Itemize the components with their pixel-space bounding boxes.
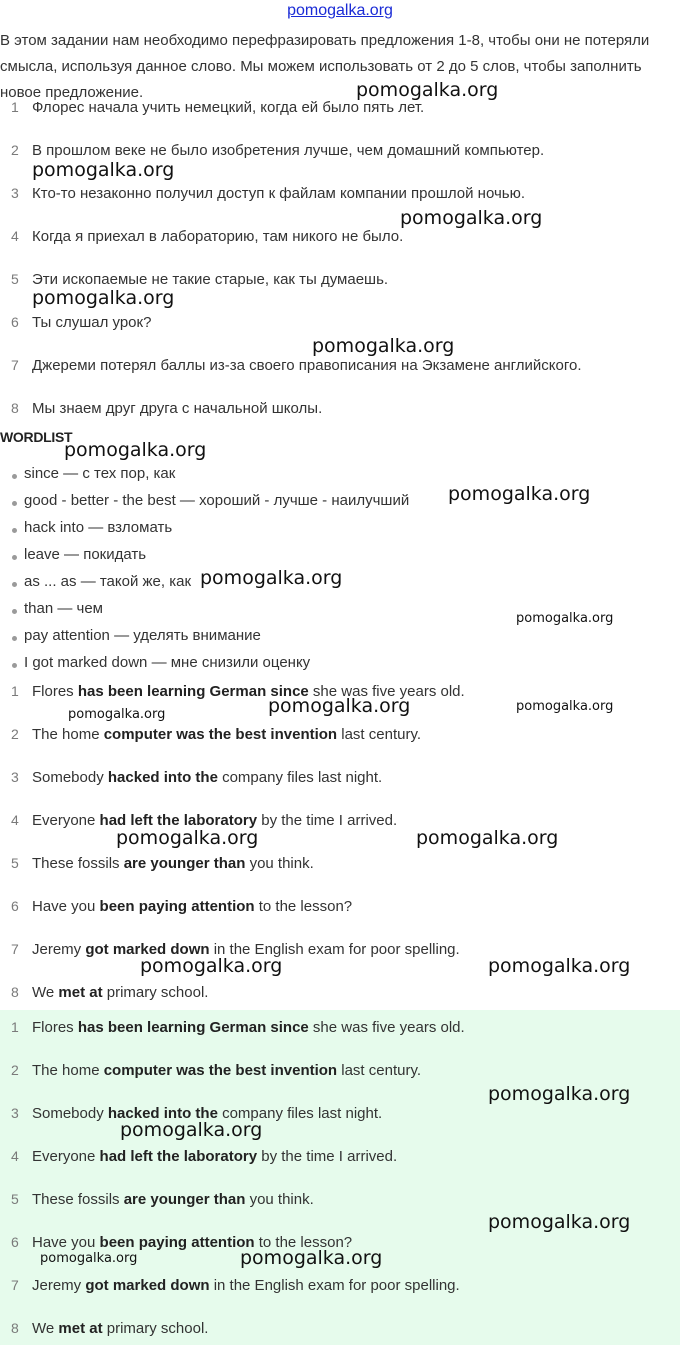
watermark: pomogalka.org — [32, 287, 175, 309]
intro-text: В этом задании нам необходимо перефразировать предложения 1-8, чтобы они не потеряли смысла, используя данное слово. Мы можем использовать от 2 до 5 слов, чтобы заполнить новое предложение. — [0, 32, 650, 101]
answer-text — [32, 984, 208, 1001]
answer-pre: We — [32, 984, 59, 1001]
answer-item — [0, 898, 680, 941]
wordlist-item — [0, 627, 680, 654]
bullet-icon — [12, 501, 17, 506]
watermark: pomogalka.org — [416, 827, 559, 849]
answer-number: 3 — [11, 769, 19, 785]
answer-text — [32, 769, 382, 786]
answer-item — [0, 812, 680, 855]
answer-keyword: got marked down — [85, 1277, 210, 1294]
question-number: 4 — [11, 228, 19, 244]
question-item — [0, 99, 680, 142]
site-header-link[interactable]: pomogalka.org — [287, 2, 393, 19]
answer-number: 5 — [11, 855, 19, 871]
watermark: pomogalka.org — [400, 207, 543, 229]
answer-pre: Everyone — [32, 1148, 100, 1165]
watermark: pomogalka.org — [140, 955, 283, 977]
answer-pre: We — [32, 1320, 59, 1337]
answer-pre: Jeremy — [32, 1277, 86, 1294]
answer-keyword: had left the laboratory — [99, 812, 258, 829]
question-text: В прошлом веке не было изобретения лучше, чем домашний компьютер. — [32, 142, 545, 159]
answer-number: 3 — [11, 1105, 19, 1121]
answer-text — [32, 1019, 465, 1036]
watermark: pomogalka.org — [312, 335, 455, 357]
watermark: pomogalka.org — [448, 483, 591, 505]
answer-number: 2 — [11, 1062, 19, 1078]
answer-pre: Flores — [32, 683, 78, 700]
answer-keyword: got marked down — [85, 941, 210, 958]
question-item — [0, 185, 680, 228]
answer-post: last century. — [337, 726, 422, 743]
wordlist-item — [0, 654, 680, 681]
answer-text — [32, 1191, 314, 1208]
answer-post: to the lesson? — [254, 1234, 353, 1251]
answer-post: you think. — [245, 855, 314, 872]
bullet-icon — [12, 582, 17, 587]
watermark: pomogalka.org — [64, 439, 207, 461]
answer-post: she was five years old. — [308, 1019, 465, 1036]
wordlist-item-text: than — чем — [24, 600, 103, 617]
wordlist-item-text: leave — покидать — [24, 546, 147, 563]
answer-post: she was five years old. — [308, 683, 465, 700]
watermark: pomogalka.org — [268, 695, 411, 717]
answer-item — [0, 1277, 680, 1320]
wordlist-item-text: since — с тех пор, как — [24, 465, 176, 482]
answer-post: to the lesson? — [254, 898, 353, 915]
watermark: pomogalka.org — [488, 955, 631, 977]
watermark: pomogalka.org — [68, 707, 166, 722]
answer-keyword: computer was the best invention — [103, 726, 338, 743]
answer-keyword: are younger than — [123, 855, 246, 872]
watermark: pomogalka.org — [356, 79, 499, 101]
answer-pre: Everyone — [32, 812, 100, 829]
bullet-icon — [12, 474, 17, 479]
answer-keyword: computer was the best invention — [103, 1062, 338, 1079]
watermark: pomogalka.org — [516, 699, 614, 714]
answer-number: 6 — [11, 1234, 19, 1250]
answer-pre: Jeremy — [32, 941, 86, 958]
watermark: pomogalka.org — [240, 1247, 383, 1269]
answer-text — [32, 1320, 208, 1337]
answer-item — [0, 855, 680, 898]
answer-post: in the English exam for poor spelling. — [209, 941, 460, 958]
question-number: 1 — [11, 99, 19, 115]
answer-item — [0, 726, 680, 769]
answer-keyword: are younger than — [123, 1191, 246, 1208]
answer-post: primary school. — [102, 1320, 209, 1337]
question-text: Кто-то незаконно получил доступ к файлам компании прошлой ночью. — [32, 185, 526, 202]
answer-number: 4 — [11, 812, 19, 828]
answer-keyword: has been learning German since — [77, 683, 309, 700]
answer-pre: Somebody — [32, 769, 108, 786]
answer-keyword: had left the laboratory — [99, 1148, 258, 1165]
wordlist-item-text: as ... as — такой же, как — [24, 573, 192, 590]
question-number: 8 — [11, 400, 19, 416]
question-text: Ты слушал урок? — [32, 314, 152, 331]
answer-post: by the time I arrived. — [257, 812, 398, 829]
answer-number: 7 — [11, 1277, 19, 1293]
answer-number: 1 — [11, 683, 19, 699]
answer-number: 8 — [11, 1320, 19, 1336]
watermark: pomogalka.org — [200, 567, 343, 589]
wordlist-item-text: good - better - the best — хороший - лучше - наилучший — [24, 492, 410, 509]
answer-post: you think. — [245, 1191, 314, 1208]
question-text: Эти ископаемые не такие старые, как ты думаешь. — [32, 271, 389, 288]
answer-pre: Have you — [32, 1234, 100, 1251]
answer-keyword: has been learning German since — [77, 1019, 309, 1036]
answer-post: company files last night. — [217, 769, 383, 786]
bullet-icon — [12, 555, 17, 560]
question-text: Мы знаем друг друга с начальной школы. — [32, 400, 323, 417]
watermark: pomogalka.org — [32, 159, 175, 181]
question-item — [0, 228, 680, 271]
answer-pre: Somebody — [32, 1105, 108, 1122]
answer-item — [0, 1019, 680, 1062]
watermark: pomogalka.org — [516, 611, 614, 626]
question-item — [0, 357, 680, 400]
question-number: 7 — [11, 357, 19, 373]
answer-pre: These fossils — [32, 855, 124, 872]
answer-pre: The home — [32, 1062, 104, 1079]
watermark: pomogalka.org — [120, 1119, 263, 1141]
answer-pre: These fossils — [32, 1191, 124, 1208]
answer-keyword: met at — [58, 1320, 103, 1337]
answer-keyword: been paying attention — [99, 1234, 255, 1251]
question-number: 2 — [11, 142, 19, 158]
bullet-icon — [12, 609, 17, 614]
answer-post: company files last night. — [217, 1105, 383, 1122]
wordlist-title: WORDLIST — [0, 429, 73, 445]
answers-list-highlighted — [0, 1019, 680, 1363]
answer-number: 6 — [11, 898, 19, 914]
answer-item — [0, 769, 680, 812]
question-text: Флорес начала учить немецкий, когда ей было пять лет. — [32, 99, 425, 116]
watermark: pomogalka.org — [488, 1083, 631, 1105]
bullet-icon — [12, 636, 17, 641]
answer-keyword: been paying attention — [99, 898, 255, 915]
answer-item — [0, 1105, 680, 1148]
answer-pre: Have you — [32, 898, 100, 915]
answer-pre: Flores — [32, 1019, 78, 1036]
answer-keyword: hacked into the — [107, 1105, 218, 1122]
answer-item — [0, 1320, 680, 1363]
answer-number: 4 — [11, 1148, 19, 1164]
answer-post: by the time I arrived. — [257, 1148, 398, 1165]
bullet-icon — [12, 663, 17, 668]
question-item — [0, 400, 680, 443]
question-text: Когда я приехал в лабораторию, там никого не было. — [32, 228, 404, 245]
answer-pre: The home — [32, 726, 104, 743]
watermark: pomogalka.org — [116, 827, 259, 849]
question-number: 5 — [11, 271, 19, 287]
answer-number: 2 — [11, 726, 19, 742]
question-number: 6 — [11, 314, 19, 330]
answer-post: last century. — [337, 1062, 422, 1079]
watermark: pomogalka.org — [488, 1211, 631, 1233]
watermark: pomogalka.org — [40, 1251, 138, 1266]
answer-number: 8 — [11, 984, 19, 1000]
answer-text — [32, 1062, 421, 1079]
answer-text — [32, 898, 352, 915]
answer-number: 7 — [11, 941, 19, 957]
answer-keyword: hacked into the — [107, 769, 218, 786]
answer-number: 5 — [11, 1191, 19, 1207]
question-number: 3 — [11, 185, 19, 201]
answer-post: in the English exam for poor spelling. — [209, 1277, 460, 1294]
wordlist-item-text: hack into — взломать — [24, 519, 173, 536]
answer-keyword: met at — [58, 984, 103, 1001]
answer-number: 1 — [11, 1019, 19, 1035]
wordlist-item-text: pay attention — уделять внимание — [24, 627, 261, 644]
answer-text — [32, 726, 421, 743]
answer-item — [0, 1148, 680, 1191]
answer-post: primary school. — [102, 984, 209, 1001]
answer-text — [32, 1148, 397, 1165]
question-text: Джереми потерял баллы из-за своего правописания на Экзамене английского. — [32, 357, 582, 374]
answer-text — [32, 1277, 460, 1294]
wordlist-item-text: I got marked down — мне снизили оценку — [24, 654, 311, 671]
answer-text — [32, 855, 314, 872]
bullet-icon — [12, 528, 17, 533]
wordlist-item — [0, 519, 680, 546]
questions-list — [0, 99, 680, 443]
